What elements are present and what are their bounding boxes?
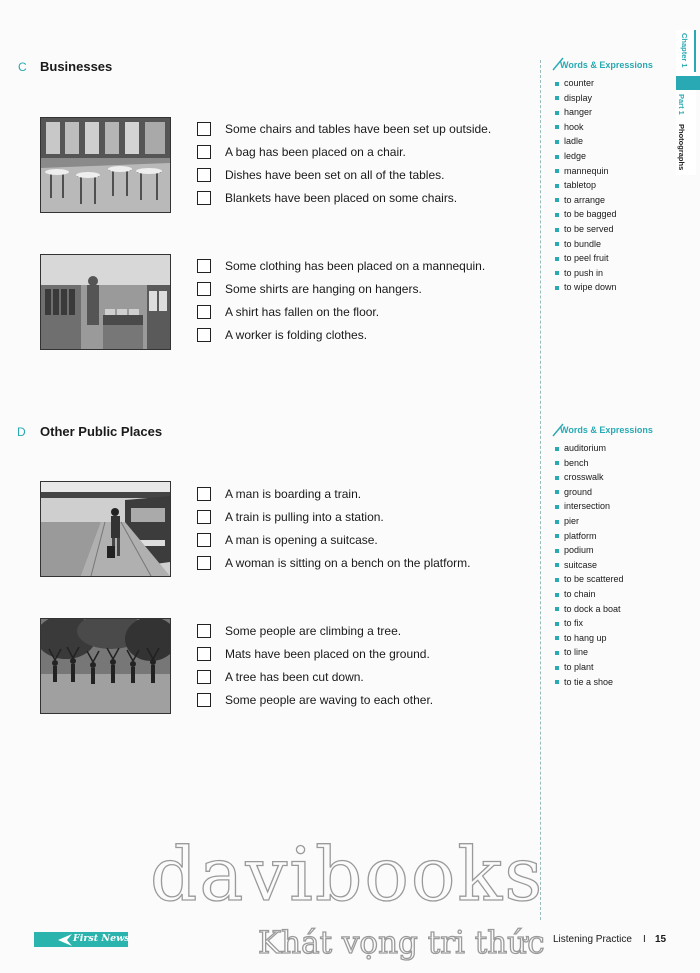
words-expressions-c-title: Words & Expressions — [560, 60, 653, 70]
option-c1-2 — [197, 143, 406, 161]
bullet-icon — [555, 213, 559, 217]
plane-icon — [58, 934, 72, 946]
answer-checkbox[interactable] — [197, 487, 211, 501]
word-item: to plant — [555, 660, 624, 675]
option-c2-1 — [197, 257, 485, 275]
word-item: bench — [555, 456, 624, 471]
word-item: to arrange — [555, 193, 617, 208]
bullet-icon — [555, 622, 559, 626]
word-item: to wipe down — [555, 280, 617, 295]
answer-checkbox[interactable] — [197, 556, 211, 570]
book-title: Listening Practice — [553, 934, 632, 945]
section-c-letter: C — [18, 60, 27, 74]
watermark-brand: davibooks — [150, 832, 545, 918]
bullet-icon — [555, 271, 559, 275]
bullet-icon — [555, 96, 559, 100]
bullet-icon — [555, 563, 559, 567]
publisher-logo — [34, 932, 128, 947]
option-text: A shirt has fallen on the floor. — [225, 305, 380, 319]
option-c2-4 — [197, 326, 367, 344]
bullet-icon — [555, 257, 559, 261]
option-text: Some shirts are hanging on hangers. — [225, 282, 422, 296]
option-c2-2 — [197, 280, 422, 298]
option-d1-4 — [197, 554, 470, 572]
option-text: Some people are waving to each other. — [225, 693, 434, 707]
bullet-icon — [555, 505, 559, 509]
bullet-icon — [555, 666, 559, 670]
watermark-slogan: Khát vọng tri thức — [258, 925, 545, 961]
option-text: Dishes have been set on all of the tables. — [225, 168, 445, 182]
bullet-icon — [555, 593, 559, 597]
answer-checkbox[interactable] — [197, 693, 211, 707]
option-text: A bag has been placed on a chair. — [225, 145, 406, 159]
word-item: to dock a boat — [555, 602, 624, 617]
bullet-icon — [555, 169, 559, 173]
option-c2-3 — [197, 303, 379, 321]
option-text: Blankets have been placed on some chairs. — [225, 191, 458, 205]
word-item: crosswalk — [555, 470, 624, 485]
option-text: Mats have been placed on the ground. — [225, 647, 430, 661]
word-item: to line — [555, 645, 624, 660]
word-item: pier — [555, 514, 624, 529]
bullet-icon — [555, 549, 559, 553]
word-item: ledge — [555, 149, 617, 164]
word-item: to hang up — [555, 631, 624, 646]
footer-separator: I — [643, 934, 646, 945]
answer-checkbox[interactable] — [197, 282, 211, 296]
option-d2-2 — [197, 645, 430, 663]
bullet-icon — [555, 490, 559, 494]
publisher-name: First News — [73, 933, 130, 944]
bullet-icon — [555, 125, 559, 129]
answer-checkbox[interactable] — [197, 647, 211, 661]
words-expressions-d-list — [555, 441, 624, 689]
train-platform-photo — [40, 481, 171, 577]
words-expressions-d-title: Words & Expressions — [560, 425, 653, 435]
bullet-icon — [555, 651, 559, 655]
option-text: Some clothing has been placed on a mannequin. — [225, 259, 486, 273]
word-item: to tie a shoe — [555, 675, 624, 690]
bullet-icon — [555, 520, 559, 524]
bullet-icon — [555, 578, 559, 582]
answer-checkbox[interactable] — [197, 624, 211, 638]
word-item: platform — [555, 529, 624, 544]
word-item: auditorium — [555, 441, 624, 456]
word-item: counter — [555, 76, 617, 91]
option-d1-2 — [197, 508, 384, 526]
word-item: display — [555, 91, 617, 106]
option-text: A woman is sitting on a bench on the platform. — [225, 556, 471, 570]
bullet-icon — [555, 228, 559, 232]
option-text: A train is pulling into a station. — [225, 510, 384, 524]
word-item: tabletop — [555, 178, 617, 193]
answer-checkbox[interactable] — [197, 328, 211, 342]
word-item: hanger — [555, 105, 617, 120]
park-yoga-photo — [40, 618, 171, 714]
answer-checkbox[interactable] — [197, 305, 211, 319]
part-label-box — [676, 76, 700, 90]
answer-checkbox[interactable] — [197, 670, 211, 684]
answer-checkbox[interactable] — [197, 533, 211, 547]
chapter-label-box — [676, 30, 696, 72]
option-text: A tree has been cut down. — [225, 670, 364, 684]
answer-checkbox[interactable] — [197, 259, 211, 273]
option-text: A man is boarding a train. — [225, 487, 362, 501]
word-item: to bundle — [555, 237, 617, 252]
word-item: to be served — [555, 222, 617, 237]
chapter-side-tab — [676, 30, 696, 175]
word-item: to be scattered — [555, 572, 624, 587]
answer-checkbox[interactable] — [197, 510, 211, 524]
clothing-store-photo — [40, 254, 171, 350]
option-d1-1 — [197, 485, 361, 503]
option-text: Some people are climbing a tree. — [225, 624, 402, 638]
words-expressions-c-list — [555, 76, 617, 295]
answer-checkbox[interactable] — [197, 168, 211, 182]
option-c1-3 — [197, 166, 444, 184]
bullet-icon — [555, 607, 559, 611]
part-title: Photographs — [677, 124, 686, 171]
option-c1-1 — [197, 120, 491, 138]
word-item: suitcase — [555, 558, 624, 573]
option-d2-3 — [197, 668, 364, 686]
bullet-icon — [555, 447, 559, 451]
bullet-icon — [555, 476, 559, 480]
column-divider — [540, 60, 541, 920]
word-item: ground — [555, 485, 624, 500]
chapter-label: Chapter 1 — [680, 33, 689, 68]
option-d2-4 — [197, 691, 433, 709]
bullet-icon — [555, 140, 559, 144]
page-number: 15 — [655, 934, 667, 945]
bullet-icon — [555, 286, 559, 290]
word-item: mannequin — [555, 164, 617, 179]
word-item: ladle — [555, 134, 617, 149]
bullet-icon — [555, 184, 559, 188]
word-item: podium — [555, 543, 624, 558]
section-d-title: Other Public Places — [40, 424, 163, 439]
bullet-icon — [555, 82, 559, 86]
word-item: intersection — [555, 499, 624, 514]
bullet-icon — [555, 155, 559, 159]
bullet-icon — [555, 111, 559, 115]
bullet-icon — [555, 242, 559, 246]
answer-checkbox[interactable] — [197, 191, 211, 205]
bullet-icon — [555, 636, 559, 640]
option-text: A worker is folding clothes. — [225, 328, 368, 342]
option-d1-3 — [197, 531, 378, 549]
word-item: hook — [555, 120, 617, 135]
bullet-icon — [555, 534, 559, 538]
section-c-title: Businesses — [40, 59, 113, 74]
option-text: A man is opening a suitcase. — [225, 533, 378, 547]
word-item: to chain — [555, 587, 624, 602]
bullet-icon — [555, 680, 559, 684]
option-d2-1 — [197, 622, 401, 640]
part-label: Part 1 — [677, 94, 686, 115]
bullet-icon — [555, 198, 559, 202]
answer-checkbox[interactable] — [197, 145, 211, 159]
cafe-terrace-photo — [40, 117, 171, 213]
bullet-icon — [555, 461, 559, 465]
word-item: to fix — [555, 616, 624, 631]
option-text: Some chairs and tables have been set up outside. — [225, 122, 492, 136]
word-item: to be bagged — [555, 207, 617, 222]
option-c1-4 — [197, 189, 457, 207]
word-item: to push in — [555, 266, 617, 281]
section-d-letter: D — [17, 425, 26, 439]
word-item: to peel fruit — [555, 251, 617, 266]
answer-checkbox[interactable] — [197, 122, 211, 136]
